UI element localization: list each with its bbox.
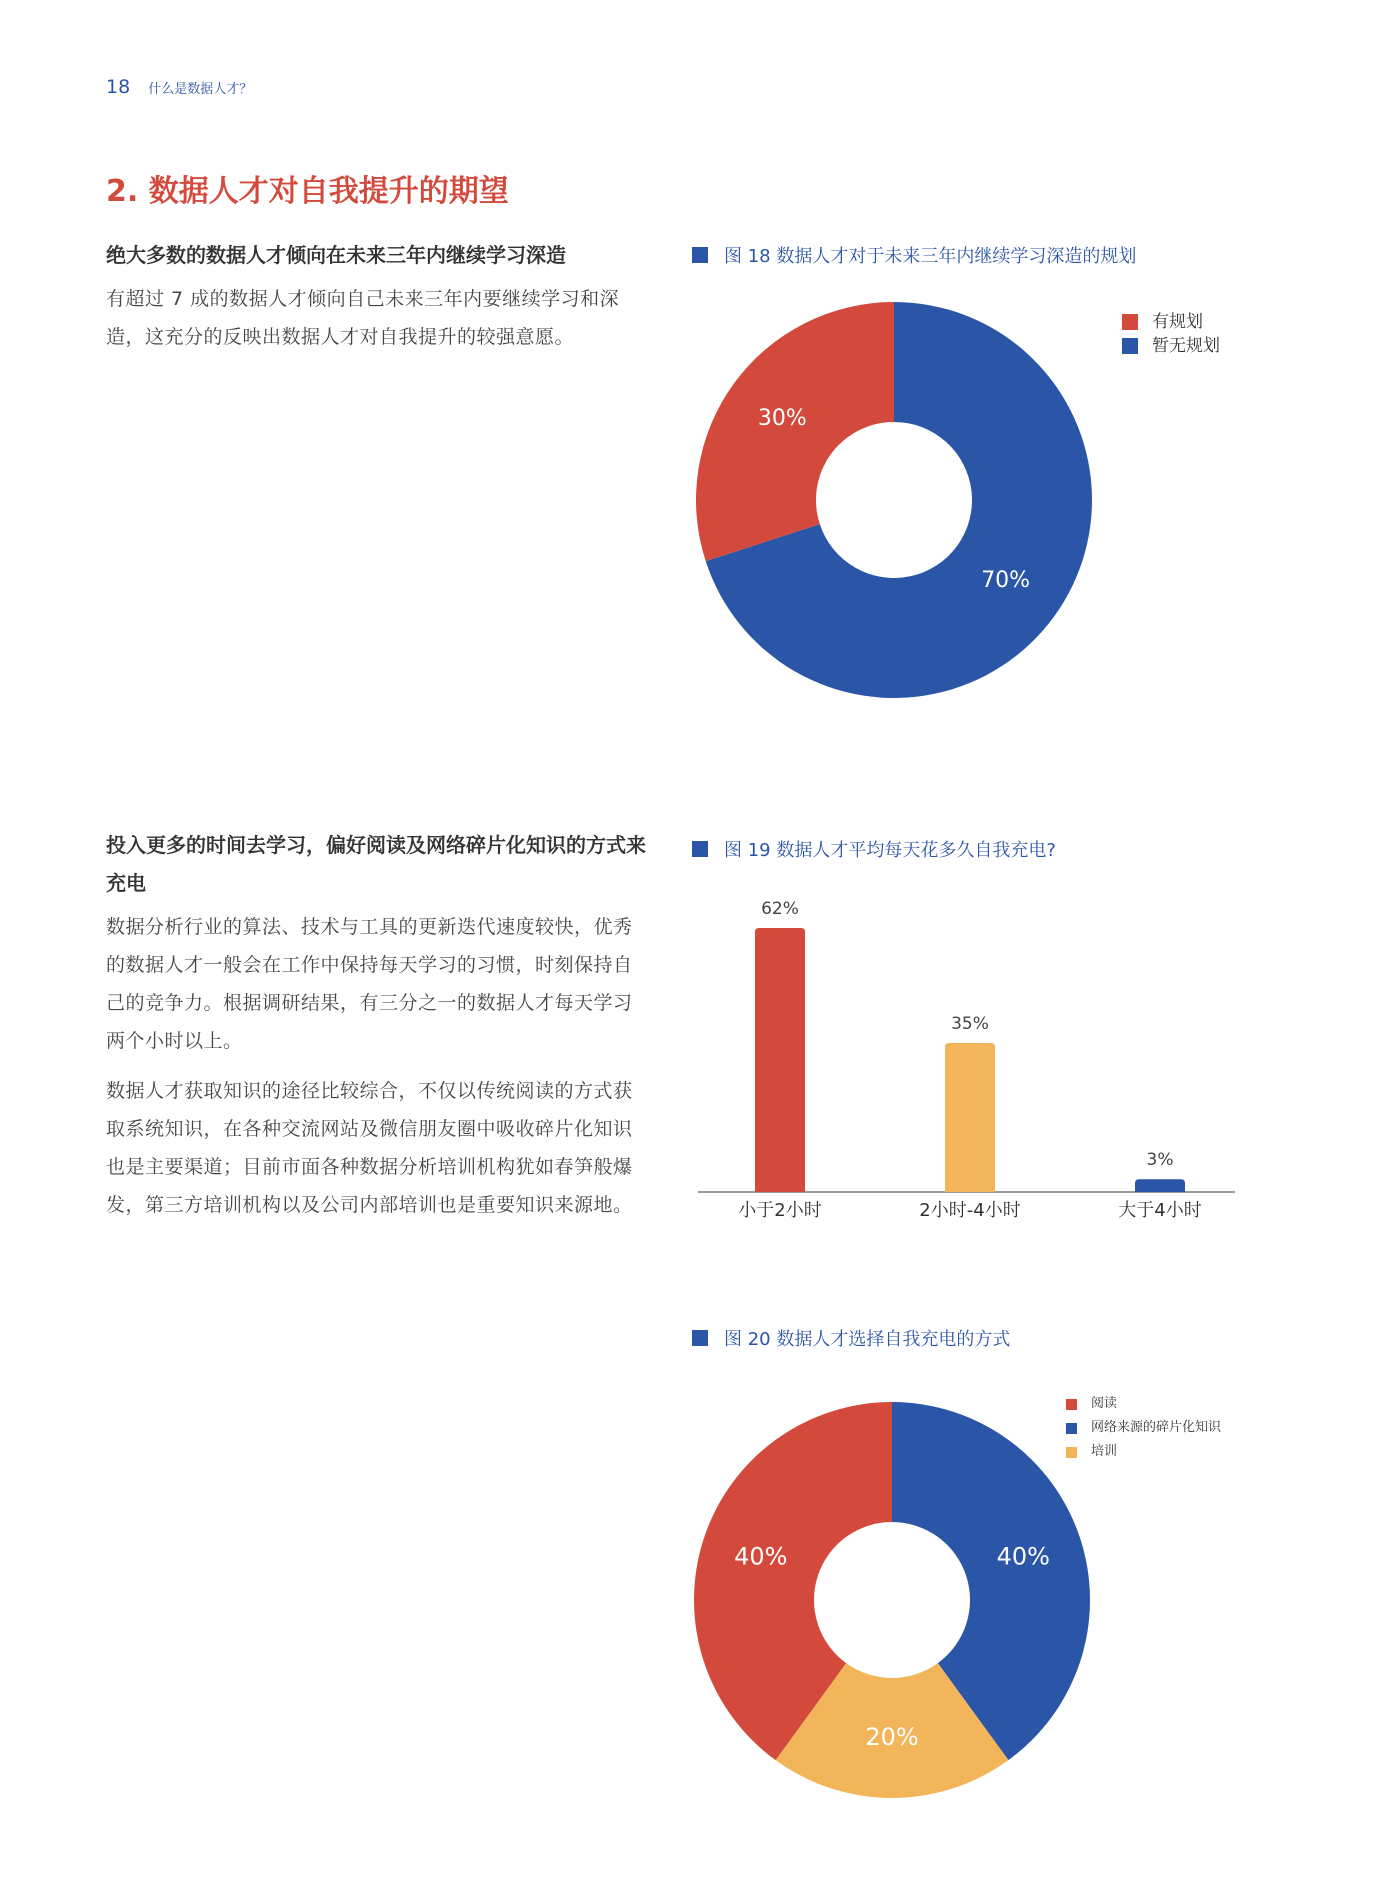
block2-paragraph-1: 数据分析行业的算法、技术与工具的更新迭代速度较快，优秀的数据人才一般会在工作中保持每天学习的习惯，时刻保持自己的竞争力。根据调研结果，有三分之一的数据人才每天学习两个小时以上。 bbox=[106, 916, 633, 1052]
chart18-legend-item bbox=[1122, 310, 1220, 334]
block1-paragraph: 有超过 7 成的数据人才倾向自己未来三年内要继续学习和深造，这充分的反映出数据人才对自我提升的较强意愿。 bbox=[106, 288, 620, 348]
title-square-icon bbox=[692, 841, 708, 857]
chart20-legend-item bbox=[1066, 1416, 1221, 1440]
chart20-legend-item bbox=[1066, 1440, 1221, 1464]
chart20-data-label-0: 40% bbox=[734, 1542, 788, 1571]
text-block-1 bbox=[106, 236, 646, 368]
chart18-data-label-1: 70% bbox=[981, 568, 1031, 594]
chart18-donut bbox=[674, 280, 1114, 720]
title-square-icon bbox=[692, 247, 708, 263]
chart18-data-label-0: 30% bbox=[757, 405, 807, 431]
chart19-category-label-1: 2小时-4小时 bbox=[919, 1200, 1021, 1220]
chart19-data-label-2: 3% bbox=[1146, 1150, 1174, 1171]
text-block-2 bbox=[106, 826, 646, 1236]
chart20-legend-item bbox=[1066, 1392, 1221, 1416]
chart20-legend-label: 阅读 bbox=[1091, 1396, 1118, 1411]
chart20-legend-label: 网络来源的碎片化知识 bbox=[1091, 1420, 1222, 1435]
chart20-legend-swatch bbox=[1066, 1423, 1077, 1434]
section-title: 2. 数据人才对自我提升的期望 bbox=[106, 174, 509, 209]
chart19-category-label-2: 大于4小时 bbox=[1118, 1200, 1202, 1220]
chart18-title bbox=[692, 242, 1136, 268]
chart19-title bbox=[692, 836, 1056, 862]
block1-heading: 绝大多数的数据人才倾向在未来三年内继续学习深造 bbox=[106, 243, 566, 267]
chart19-data-label-0: 62% bbox=[761, 899, 799, 919]
chart20-donut bbox=[672, 1380, 1112, 1820]
chart19-bar-1 bbox=[945, 1043, 995, 1192]
chart19-category-label-0: 小于2小时 bbox=[738, 1200, 822, 1220]
header-title: 什么是数据人才？ bbox=[148, 82, 253, 97]
chart20-title bbox=[692, 1325, 1010, 1351]
chart20-data-label-2: 20% bbox=[865, 1723, 919, 1751]
chart19-data-label-1: 35% bbox=[951, 1013, 989, 1034]
chart20-legend-swatch bbox=[1066, 1447, 1077, 1458]
chart19-bar-chart bbox=[680, 880, 1240, 1220]
chart18-legend-item bbox=[1122, 334, 1220, 358]
chart20-legend bbox=[1066, 1392, 1221, 1464]
chart19-bar-0 bbox=[755, 928, 805, 1192]
chart18-legend-swatch bbox=[1122, 338, 1138, 354]
chart20-legend-swatch bbox=[1066, 1399, 1077, 1410]
chart18-slice-0 bbox=[696, 302, 894, 561]
chart18-legend bbox=[1122, 310, 1220, 358]
chart20-legend-label: 培训 bbox=[1091, 1444, 1118, 1459]
page-header bbox=[106, 76, 252, 98]
page-number: 18 bbox=[106, 76, 131, 98]
chart19-title-text: 图 19 数据人才平均每天花多久自我充电? bbox=[724, 840, 1056, 861]
block2-paragraph-2: 数据人才获取知识的途径比较综合，不仅以传统阅读的方式获取系统知识，在各种交流网站及微信朋友圈中吸收碎片化知识也是主要渠道；目前市面各种数据分析培训机构犹如春笋般爆发，第三方培训机构以及公司内部培训也是重要知识来源地。 bbox=[106, 1080, 633, 1216]
chart18-legend-label: 暂无规划 bbox=[1152, 336, 1220, 356]
block2-heading: 投入更多的时间去学习，偏好阅读及网络碎片化知识的方式来充电 bbox=[106, 833, 646, 895]
chart18-legend-label: 有规划 bbox=[1152, 312, 1203, 332]
chart20-data-label-1: 40% bbox=[996, 1542, 1050, 1571]
chart18-legend-swatch bbox=[1122, 314, 1138, 330]
title-square-icon bbox=[692, 1330, 708, 1346]
chart19-bar-2 bbox=[1135, 1179, 1185, 1192]
chart18-title-text: 图 18 数据人才对于未来三年内继续学习深造的规划 bbox=[724, 246, 1137, 267]
chart20-title-text: 图 20 数据人才选择自我充电的方式 bbox=[724, 1329, 1011, 1350]
